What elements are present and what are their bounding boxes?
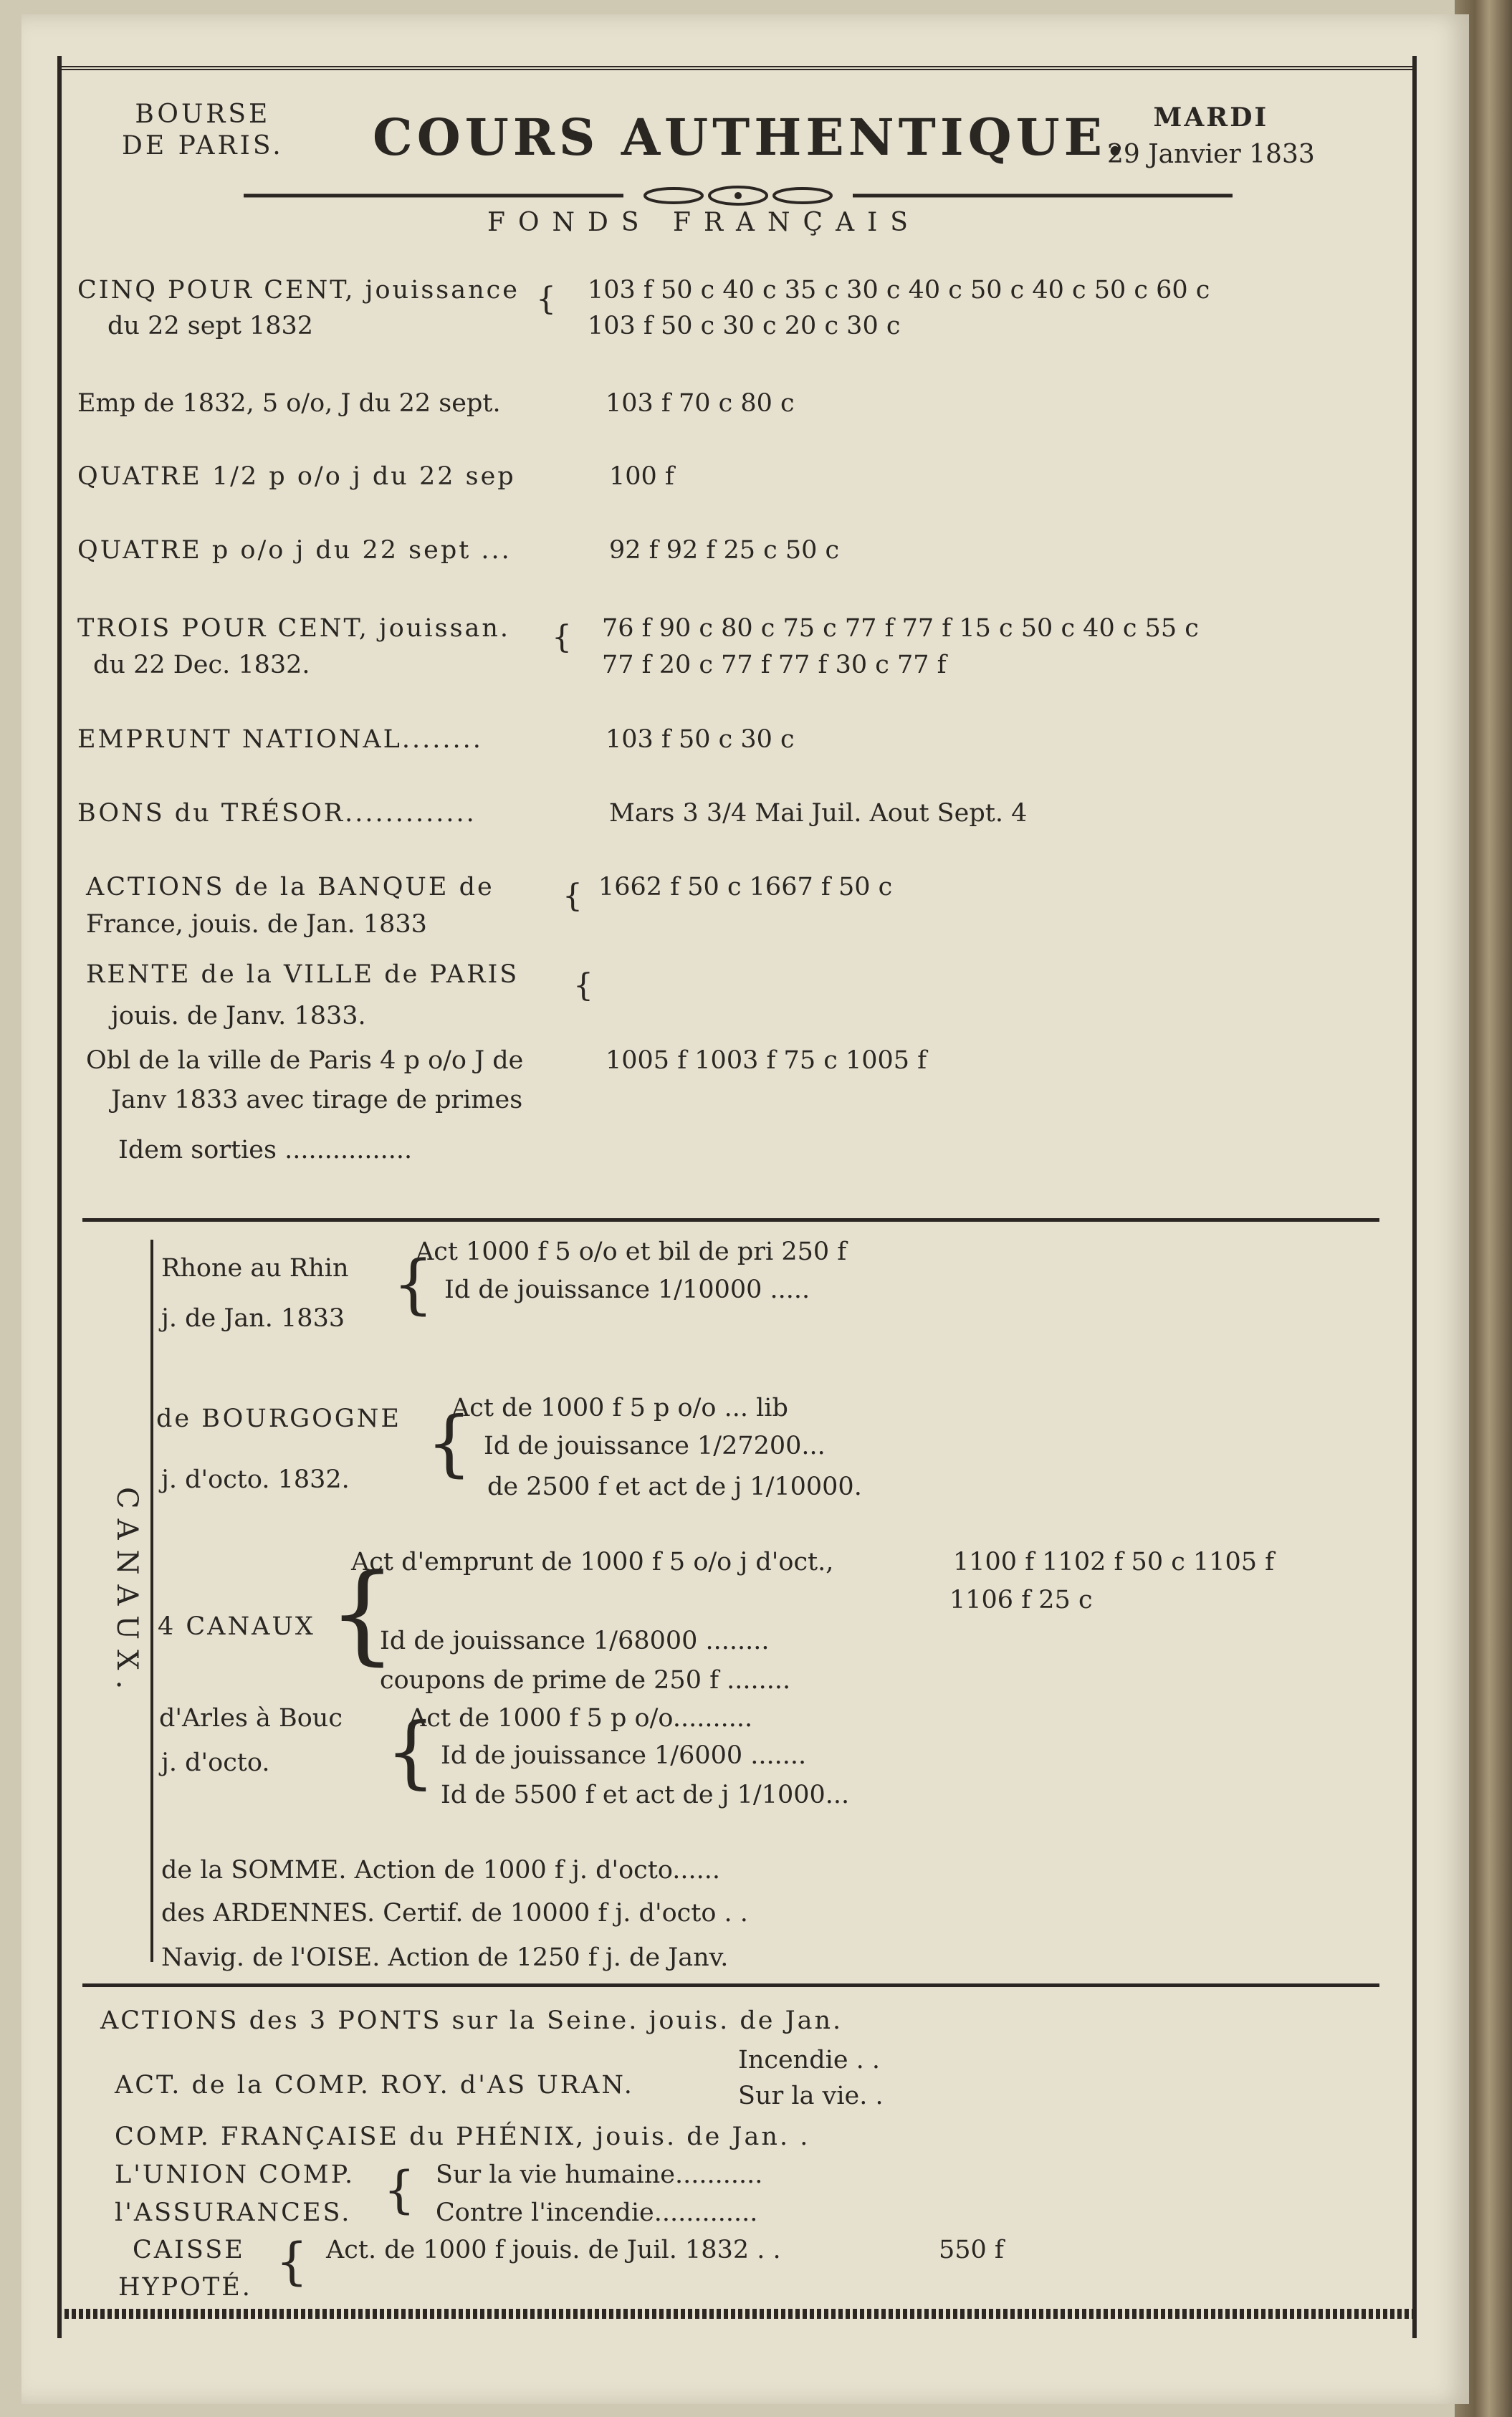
row-label: BONS du TRÉSOR............. bbox=[77, 799, 477, 828]
actions-sub: Sur la vie humaine........... bbox=[436, 2160, 763, 2189]
actions-row: L'UNION COMP. bbox=[115, 2160, 355, 2189]
header-date: 29 Janvier 1833 bbox=[1107, 140, 1315, 169]
canaux-side-label bbox=[107, 1487, 143, 1699]
row-label-sub: France, jouis. de Jan. 1833 bbox=[86, 910, 427, 939]
row-value: Mars 3 3/4 Mai Juil. Aout Sept. 4 bbox=[609, 799, 1028, 828]
row-label: QUATRE p o/o j du 22 sept ... bbox=[77, 536, 512, 565]
section-divider bbox=[82, 1983, 1379, 1987]
row-value: 103 f 50 c 30 c bbox=[606, 725, 795, 754]
row-label: CINQ POUR CENT, jouissance bbox=[77, 276, 520, 305]
row-label-sub: Janv 1833 avec tirage de primes bbox=[111, 1086, 523, 1114]
row-label-sub: du 22 Dec. 1832. bbox=[93, 651, 310, 679]
canal-line: Act de 1000 f 5 p o/o.......... bbox=[408, 1704, 753, 1733]
row-value: 103 f 50 c 40 c 35 c 30 c 40 c 50 c 40 c 50 c 60 c bbox=[588, 276, 1210, 305]
row-value: 92 f 92 f 25 c 50 c bbox=[609, 536, 840, 565]
header-left-line2: DE PARIS. bbox=[122, 131, 284, 161]
canal-line: Id de jouissance 1/10000 ..... bbox=[444, 1275, 810, 1304]
canal-other: de la SOMME. Action de 1000 f j. d'octo...... bbox=[161, 1856, 721, 1885]
actions-sub: Contre l'incendie............. bbox=[436, 2198, 758, 2227]
canal-value: 1100 f 1102 f 50 c 1105 f bbox=[953, 1548, 1275, 1576]
top-rule bbox=[57, 66, 1412, 70]
bottom-rule bbox=[57, 2309, 1412, 2319]
brace: { bbox=[552, 619, 572, 656]
actions-row: CAISSE bbox=[133, 2236, 245, 2264]
actions-sub: Incendie . . bbox=[738, 2046, 881, 2074]
actions-row: ACT. de la COMP. ROY. d'AS URAN. bbox=[115, 2071, 634, 2100]
header-right bbox=[1107, 99, 1315, 173]
brace: { bbox=[536, 281, 556, 317]
actions-row: ACTIONS des 3 PONTS sur la Seine. jouis. de Jan. bbox=[100, 2006, 843, 2035]
canal-line: Id de jouissance 1/6000 ....... bbox=[441, 1741, 807, 1770]
brace: { bbox=[573, 967, 593, 1004]
brace: { bbox=[276, 2232, 308, 2291]
row-label: TROIS POUR CENT, jouissan. bbox=[77, 614, 511, 643]
canal-line: Id de 5500 f et act de j 1/1000... bbox=[441, 1781, 850, 1809]
actions-sub: Act. de 1000 f jouis. de Juil. 1832 . . bbox=[326, 2236, 781, 2264]
canal-line: Act 1000 f 5 o/o et bil de pri 250 f bbox=[416, 1238, 847, 1266]
actions-row: COMP. FRANÇAISE du PHÉNIX, jouis. de Jan. . bbox=[115, 2122, 810, 2151]
row-label: ACTIONS de la BANQUE de bbox=[86, 873, 494, 901]
canal-line: Act d'emprunt de 1000 f 5 o/o j d'oct., bbox=[351, 1548, 834, 1576]
canal-name: 4 CANAUX bbox=[158, 1612, 315, 1641]
header-left-line1: BOURSE bbox=[135, 100, 271, 129]
canaux-side-text: CANAUX. bbox=[110, 1487, 143, 1700]
row-label: Obl de la ville de Paris 4 p o/o J de bbox=[86, 1046, 524, 1075]
canal-line: Id de jouissance 1/27200... bbox=[484, 1432, 826, 1460]
actions-value: 550 f bbox=[939, 2236, 1004, 2264]
row-value: 103 f 50 c 30 c 20 c 30 c bbox=[588, 312, 901, 340]
brace: { bbox=[386, 1705, 436, 1797]
ornament-divider bbox=[244, 185, 1233, 206]
row-value: 1662 f 50 c 1667 f 50 c bbox=[598, 873, 893, 901]
canal-other: des ARDENNES. Certif. de 10000 f j. d'octo . . bbox=[161, 1899, 748, 1928]
page-title: COURS AUTHENTIQUE. bbox=[373, 107, 1129, 167]
canal-name-sub: j. d'octo. 1832. bbox=[161, 1465, 350, 1494]
canal-line: de 2500 f et act de j 1/10000. bbox=[487, 1473, 862, 1501]
row-value: 103 f 70 c 80 c bbox=[606, 389, 795, 418]
canal-name-sub: j. de Jan. 1833 bbox=[161, 1304, 345, 1333]
row-value: 1005 f 1003 f 75 c 1005 f bbox=[606, 1046, 927, 1075]
canal-line: Act de 1000 f 5 p o/o ... lib bbox=[451, 1394, 788, 1422]
row-label: QUATRE 1/2 p o/o j du 22 sep bbox=[77, 462, 516, 491]
header-left bbox=[122, 99, 284, 162]
canal-line: coupons de prime de 250 f ........ bbox=[380, 1666, 791, 1695]
row-label: Idem sorties ................ bbox=[118, 1136, 413, 1164]
canaux-bracket-line bbox=[150, 1240, 153, 1962]
canal-name: d'Arles à Bouc bbox=[159, 1704, 343, 1733]
section-divider bbox=[82, 1218, 1379, 1222]
canal-name: de BOURGOGNE bbox=[156, 1404, 401, 1433]
row-value: 76 f 90 c 80 c 75 c 77 f 77 f 15 c 50 c 40 c 55 c bbox=[602, 614, 1199, 643]
row-label: Emp de 1832, 5 o/o, J du 22 sept. bbox=[77, 389, 501, 418]
row-label: RENTE de la VILLE de PARIS bbox=[86, 960, 520, 989]
canal-other: Navig. de l'OISE. Action de 1250 f j. de Janv. bbox=[161, 1943, 729, 1972]
header-day: MARDI bbox=[1153, 102, 1269, 133]
row-value: 77 f 20 c 77 f 77 f 30 c 77 f bbox=[602, 651, 947, 679]
actions-sub: Sur la vie. . bbox=[738, 2082, 884, 2110]
row-label-sub: jouis. de Janv. 1833. bbox=[111, 1002, 366, 1030]
actions-row: l'ASSURANCES. bbox=[115, 2198, 352, 2227]
canal-line: Id de jouissance 1/68000 ........ bbox=[380, 1627, 770, 1655]
row-label: EMPRUNT NATIONAL........ bbox=[77, 725, 483, 754]
brace: { bbox=[426, 1401, 472, 1485]
row-label-sub: du 22 sept 1832 bbox=[107, 312, 314, 340]
actions-row: HYPOTÉ. bbox=[118, 2273, 252, 2302]
brace: { bbox=[563, 878, 583, 914]
canal-name: Rhone au Rhin bbox=[161, 1254, 349, 1283]
section-title: FONDS FRANÇAIS bbox=[487, 208, 921, 237]
brace: { bbox=[393, 1247, 434, 1322]
brace: { bbox=[383, 2160, 416, 2219]
canal-value: 1106 f 25 c bbox=[949, 1586, 1093, 1614]
row-value: 100 f bbox=[609, 462, 674, 491]
brace: { bbox=[328, 1551, 397, 1676]
canal-name-sub: j. d'octo. bbox=[161, 1748, 270, 1777]
